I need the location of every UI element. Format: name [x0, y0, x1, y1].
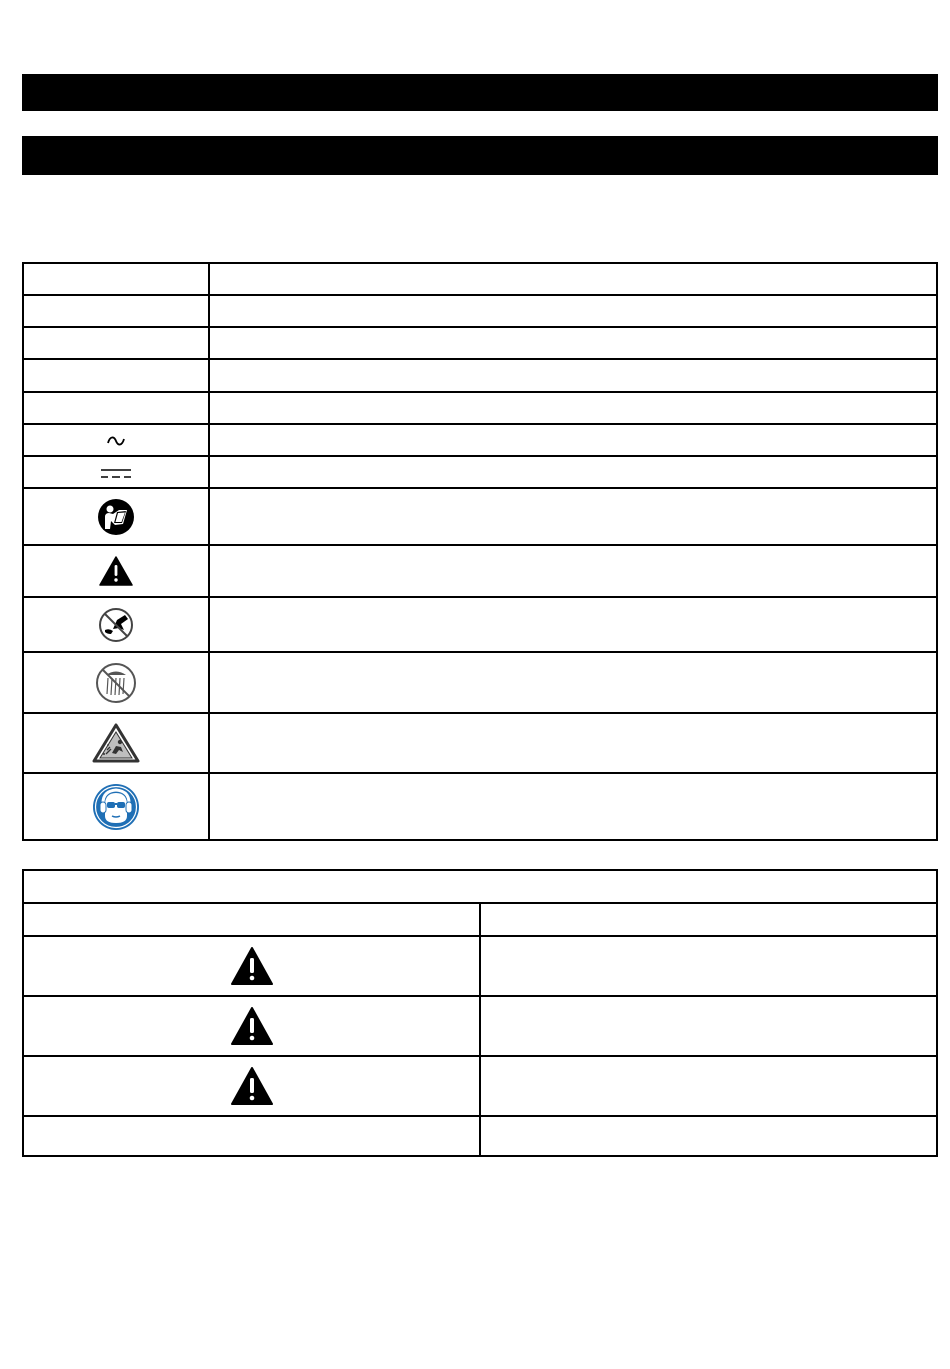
description-cell [209, 424, 937, 456]
description-cell [209, 488, 937, 545]
read-manual-icon [97, 498, 135, 536]
header-bar-section [22, 136, 938, 175]
description-cell [209, 713, 937, 773]
table-header-row [23, 903, 937, 936]
symbol-cell [23, 392, 209, 424]
table-row [23, 456, 937, 488]
description-cell [209, 652, 937, 713]
no-rain-exposure-icon [94, 661, 138, 705]
description-cell [209, 597, 937, 652]
description-cell [209, 392, 937, 424]
header-bar-top [22, 74, 938, 111]
signal-words-table [22, 869, 938, 1157]
table-row [23, 652, 937, 713]
alternating-current-icon [106, 434, 126, 448]
table-row [23, 359, 937, 392]
description-cell [209, 545, 937, 597]
table-row [23, 597, 937, 652]
table-title [23, 870, 937, 903]
symbol-cell [23, 359, 209, 392]
description-cell [480, 936, 937, 996]
table-row [23, 488, 937, 545]
table-row [23, 545, 937, 597]
table-row [23, 424, 937, 456]
symbol-header [23, 903, 480, 936]
description-cell [209, 359, 937, 392]
wear-eye-ear-protection-icon [92, 783, 140, 831]
table-row [23, 1116, 937, 1156]
symbol-cell [23, 295, 209, 327]
table-row [23, 713, 937, 773]
symbols-table [22, 262, 938, 841]
no-hand-contact-icon [97, 606, 135, 644]
description-header [209, 263, 937, 295]
table-row [23, 996, 937, 1056]
table-row [23, 295, 937, 327]
warning-triangle-icon [230, 1006, 274, 1046]
direct-current-icon [100, 467, 132, 479]
table-title-row [23, 870, 937, 903]
description-header [480, 903, 937, 936]
symbol-header [23, 263, 209, 295]
danger-triangle-icon [230, 946, 274, 986]
table-row [23, 773, 937, 840]
table-row [23, 327, 937, 359]
table-row [23, 392, 937, 424]
description-cell [209, 295, 937, 327]
caution-triangle-icon [230, 1066, 274, 1106]
table-header-row [23, 263, 937, 295]
table-row [23, 936, 937, 996]
description-cell [209, 456, 937, 488]
table-row [23, 1056, 937, 1116]
description-cell [480, 1116, 937, 1156]
description-cell [480, 996, 937, 1056]
description-cell [209, 327, 937, 359]
symbol-cell [23, 1116, 480, 1156]
warning-triangle-icon [99, 556, 133, 586]
description-cell [209, 773, 937, 840]
description-cell [480, 1056, 937, 1116]
symbol-cell [23, 327, 209, 359]
flying-debris-warning-icon [92, 723, 140, 763]
